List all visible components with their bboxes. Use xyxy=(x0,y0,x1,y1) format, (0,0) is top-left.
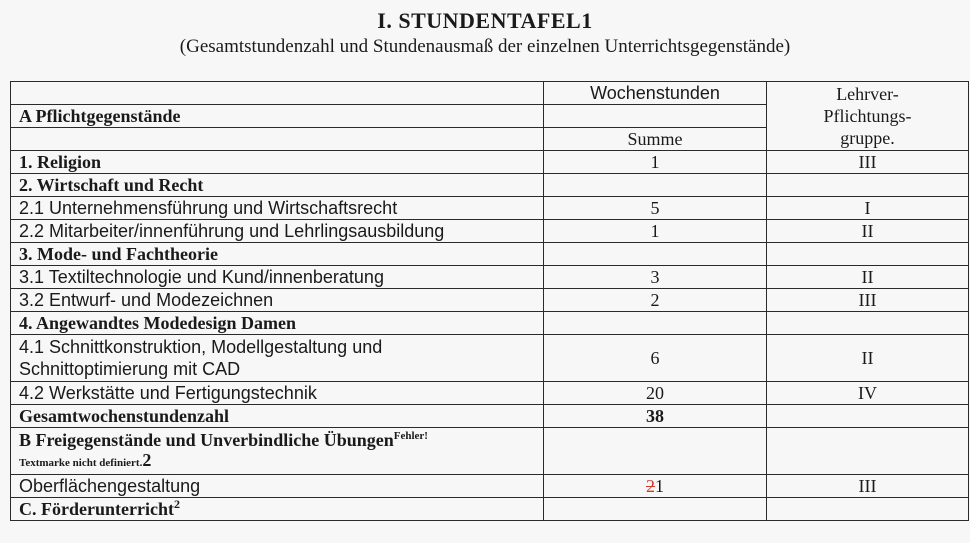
row-group: IV xyxy=(767,382,969,405)
total-label: Gesamtwochenstundenzahl xyxy=(11,405,544,428)
table-row xyxy=(11,220,969,243)
table-row-section-b xyxy=(11,428,969,475)
ref-error-text: Fehler! xyxy=(393,429,428,442)
header-group-line1: Lehrver- xyxy=(836,84,899,104)
row-label: 1. Religion xyxy=(11,151,544,174)
row-hours: 1 xyxy=(544,220,767,243)
table-header-row xyxy=(11,82,969,105)
row-hours xyxy=(544,312,767,335)
row-group: I xyxy=(767,197,969,220)
row-hours: 20 xyxy=(544,382,767,405)
row-label: 3.2 Entwurf- und Modezeichnen xyxy=(11,289,544,312)
section-c-heading xyxy=(11,498,544,521)
row-hours xyxy=(544,174,767,197)
section-b-label: B Freigegenstände und Unverbindliche Übungen xyxy=(19,429,394,450)
table-row xyxy=(11,243,969,266)
row-label: 3.1 Textiltechnologie und Kund/innenberatung xyxy=(11,266,544,289)
header-empty-cell xyxy=(11,128,544,151)
footnote-marker: 2 xyxy=(142,449,152,470)
table-row xyxy=(11,475,969,498)
header-hours-sum: Summe xyxy=(544,128,767,151)
row-group xyxy=(767,312,969,335)
section-c-label: C. Förderunterricht xyxy=(19,499,174,519)
table-row xyxy=(11,312,969,335)
struck-hours-value: 2 xyxy=(646,476,655,496)
row-group: II xyxy=(767,266,969,289)
row-group: II xyxy=(767,220,969,243)
row-group: II xyxy=(767,335,969,382)
row-group: III xyxy=(767,475,969,498)
table-row xyxy=(11,266,969,289)
row-group: III xyxy=(767,151,969,174)
row-group xyxy=(767,405,969,428)
row-hours: 3 xyxy=(544,266,767,289)
header-hours-label: Wochenstunden xyxy=(544,82,767,105)
row-label: 4.2 Werkstätte und Fertigungstechnik xyxy=(11,382,544,405)
row-label: 2.1 Unternehmensführung und Wirtschaftsrecht xyxy=(11,197,544,220)
document-title: I. STUNDENTAFEL1 xyxy=(377,8,593,33)
row-label: 2. Wirtschaft und Recht xyxy=(11,174,544,197)
row-label: 4. Angewandtes Modedesign Damen xyxy=(11,312,544,335)
row-hours: 2 xyxy=(544,289,767,312)
section-a-heading: A Pflichtgegenstände xyxy=(11,105,544,128)
row-hours xyxy=(544,498,767,521)
row-group xyxy=(767,174,969,197)
header-group-line2: Pflichtungs- xyxy=(823,106,912,126)
table-row xyxy=(11,151,969,174)
stundentafel-table xyxy=(10,81,969,521)
header-group-line3: gruppe. xyxy=(840,128,895,148)
row-hours: 1 xyxy=(655,476,664,496)
row-group: III xyxy=(767,289,969,312)
table-row xyxy=(11,289,969,312)
table-row xyxy=(11,382,969,405)
header-group-cell xyxy=(767,82,969,151)
header-empty-cell xyxy=(544,105,767,128)
row-hours: 5 xyxy=(544,197,767,220)
table-row-total xyxy=(11,405,969,428)
row-group xyxy=(767,428,969,475)
row-hours: 1 xyxy=(544,151,767,174)
document-subtitle: (Gesamtstundenzahl und Stundenausmaß der einzelnen Unterrichtsgegenstände) xyxy=(179,36,791,57)
row-group xyxy=(767,498,969,521)
row-label-line2: Schnittoptimierung mit CAD xyxy=(19,359,241,379)
row-label: Oberflächengestaltung xyxy=(11,475,544,498)
ref-error-note: Textmarke nicht definiert. xyxy=(19,456,143,469)
row-label: 3. Mode- und Fachtheorie xyxy=(11,243,544,266)
row-hours xyxy=(544,243,767,266)
row-label-line1: 4.1 Schnittkonstruktion, Modellgestaltung und xyxy=(19,337,383,357)
row-label xyxy=(11,335,544,382)
table-row xyxy=(11,197,969,220)
table-row xyxy=(11,174,969,197)
footnote-marker: 2 xyxy=(173,497,180,511)
table-row xyxy=(11,335,969,382)
row-hours: 6 xyxy=(544,335,767,382)
total-hours: 38 xyxy=(544,405,767,428)
table-row-section-c xyxy=(11,498,969,521)
row-label: 2.2 Mitarbeiter/innenführung und Lehrlingsausbildung xyxy=(11,220,544,243)
row-group xyxy=(767,243,969,266)
row-hours xyxy=(544,428,767,475)
row-hours-cell xyxy=(544,475,767,498)
section-b-heading xyxy=(11,428,544,475)
header-empty-cell xyxy=(11,82,544,105)
